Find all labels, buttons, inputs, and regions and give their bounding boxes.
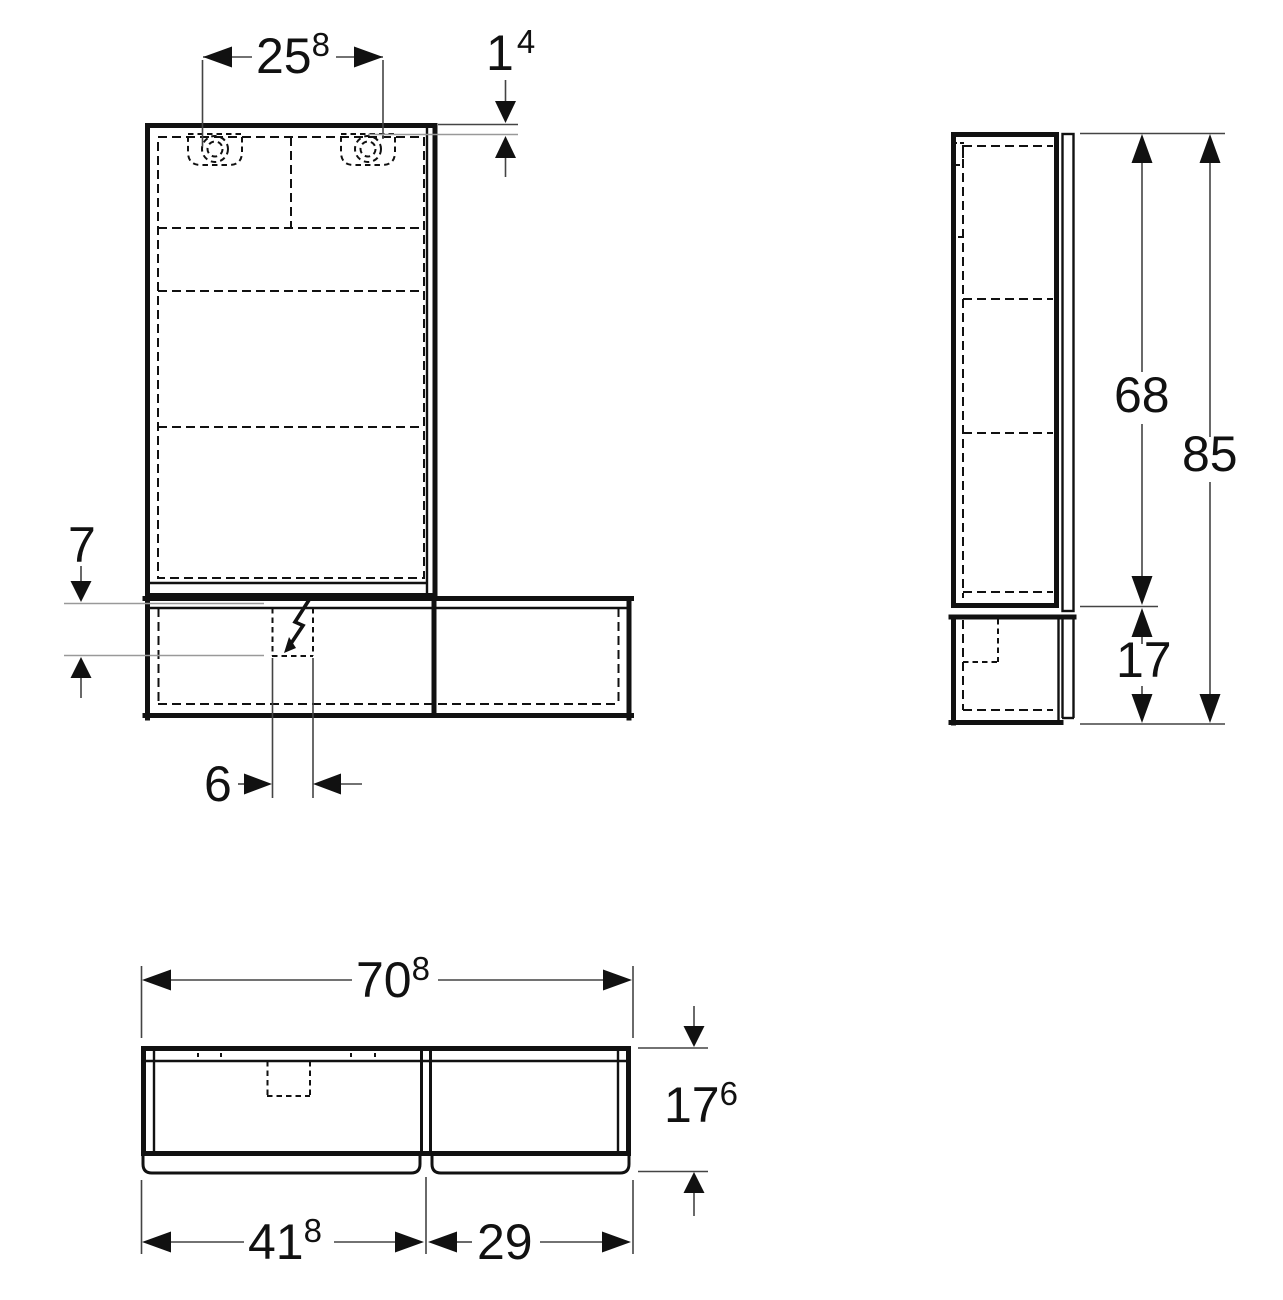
dim-label-hole-spacing: $25^8$ (256, 26, 330, 84)
dim-label-total-height: 85 (1182, 426, 1238, 482)
dim-label-left-section-width: $41^8$ (248, 1212, 322, 1270)
dim-label-panel-overhang: $1^4$ (486, 23, 536, 81)
dim-label-depth: $17^6$ (664, 1075, 738, 1133)
dim-label-outlet-drop: 7 (68, 517, 96, 573)
dim-label-outlet-width: 6 (204, 756, 232, 812)
dim-label-total-width: $70^8$ (356, 950, 430, 1008)
dim-label-lower-height: 17 (1116, 632, 1172, 688)
dim-label-upper-height: 68 (1114, 367, 1170, 423)
dim-label-right-section-width: 29 (477, 1214, 533, 1270)
